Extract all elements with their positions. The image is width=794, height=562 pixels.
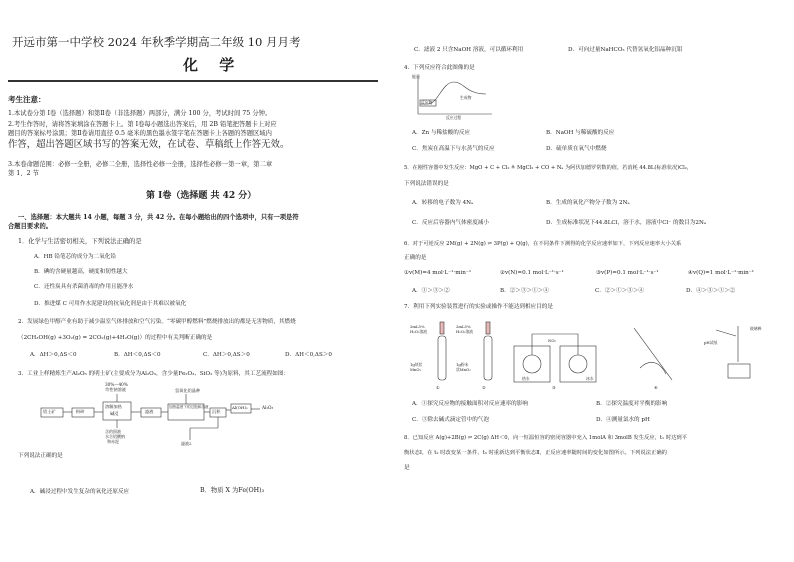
q8-stem-3: 是: [404, 465, 410, 471]
q7-option-a: A．①探究反应物的接触面积对反应速率的影响: [412, 401, 528, 407]
hand-outline: [640, 362, 666, 374]
q5-option-b: B．生成的氧化产物分子数为 2Nₐ: [546, 200, 630, 206]
q6-option-d: D．④＞③＞①＞②: [686, 288, 736, 294]
fig1-label-c: 1g块状: [410, 362, 423, 367]
q3-stem: 3．工业上样精炼生产Al₂O₃ 的明土矿(主要成分为Al₂O₃，含少量Fe₂O₃、SiO₂ 等)为原料，其工艺流程如图：: [18, 371, 290, 377]
q2-equation: （2CH₃OH(g) +3O₂(g) = 2CO₂(g)+4H₂O(g)）的过程中有关判断正确的是: [18, 335, 213, 341]
burette: [634, 328, 672, 380]
fig2-label-c: 1g粉末: [456, 362, 469, 367]
energy-product-label: 生成物: [460, 95, 472, 100]
q6-option-b: B．②＞③＞①＞④: [500, 288, 549, 294]
flow-text-ore: 铝土矿: [43, 409, 56, 414]
fig1-label-b: H₂O₂溶液: [410, 329, 428, 334]
glass-rod-pointer: [716, 330, 736, 336]
notice-item-2b: 题目的答案标号涂黑；第Ⅱ卷请用直径 0.5 毫米的黑色墨水签字笔在答题卡上各题的答题区域内: [8, 130, 272, 137]
q7-option-c: C．③除去碱式滴定管中的气泡: [412, 417, 489, 423]
fig2-label-b: H₂O₂溶液: [456, 329, 474, 334]
q6-option-a: A．①＞③＞②: [412, 288, 450, 294]
fig3-label-hot: 热水: [522, 376, 530, 381]
q6-stem: 6．对于可逆反应 2M(g) + 2N(g) ⇌ 3P(g) + Q(g)，在不同条件下测得的化学反应速率如下，下列反应速率大小关系: [404, 241, 682, 247]
q1-option-b: B．碘的含硬量越高，硬度和韧性越大: [34, 269, 128, 275]
flow-under-1: 含的固液: [105, 429, 121, 434]
fig2-label-d: 状MnO₂: [456, 367, 471, 372]
notice-item-1: 1.本试卷分第 Ⅰ卷（选择题）和第Ⅱ卷（非选择题）两部分，满分 100 分，考试时间 75 分钟。: [8, 110, 272, 117]
fig5-label-rod: 玻璃棒: [750, 326, 762, 331]
flask-cold: [569, 355, 587, 373]
q3-option-c: C．滤液 2 只含NaOH 溶液，可以循环利用: [414, 47, 524, 53]
flow-text-precip: 沉积: [212, 409, 221, 414]
flow-text-aloh3: Al(OH)₃: [232, 405, 248, 410]
q6-rate-3: ③v(P)=0.1 mol·L⁻¹·s⁻¹: [596, 270, 659, 276]
q3-option-b: B．物质 X 为Fe(OH)₃: [200, 487, 265, 494]
q4-option-d: D．硫单质在氧气中燃烧: [546, 146, 607, 152]
q3-flow-diagram: [40, 382, 280, 448]
fig3-label-cold: 冰水: [586, 376, 594, 381]
q7-option-d: D．④测量氯水的 pH: [596, 417, 650, 423]
q2-stem: 2．发展绿色甲醇产业有助于减少温室气体排放和空气污染。“零碳甲醇燃料”燃烧排放出的都是无害物质，其燃烧: [18, 319, 296, 325]
flask-hot: [523, 355, 541, 373]
q3-flow-svg: [40, 382, 280, 448]
notice-heading: 考生注意：: [8, 95, 46, 104]
q4-option-b: B．NaOH 与稀硫酸的反应: [546, 130, 615, 136]
q6-stem-2: 正确的是: [404, 255, 427, 261]
q6-option-c: C．②＞①＞③＞④: [595, 288, 645, 294]
q8-stem-2: 衡状态Ⅰ，在 t₂ 时改变某一条件，t₃ 时重新达到平衡状态Ⅱ，正反应速率随时间的变化如图所示。下列说法正确的: [404, 450, 667, 456]
dropper-1: [440, 322, 444, 334]
flow-top-label-3: 氢氧化铝晶种: [175, 388, 201, 393]
q2-option-a: A．ΔH＞0,ΔS＜0: [30, 352, 77, 358]
q1-stem: 1．化学与生活密切相关，下列说法正确的是: [18, 238, 142, 245]
fig-number-1: ①: [436, 385, 440, 390]
section-1-intro-1: 一、选择题：本大题共 14 小题，每题 3 分，共 42 分。在每小题给出的四个选项中，只有一项是符: [18, 214, 299, 221]
fig3-label-no2: NO₂: [548, 338, 556, 343]
fig-number-2: ②: [482, 385, 486, 390]
ph-paper-plate: [728, 364, 750, 378]
fig2-label-a: 2mL5%: [456, 324, 471, 329]
flow-text-filtrate: 滤液: [145, 409, 154, 414]
q8-stem-1: 8．已知反应 A(g)+2B(g) ⇌ 2C(g) ΔH＜0，向一恒温恒容的密闭容器中充入 1molA 和 3molB 发生反应，t₁ 时达到平: [404, 435, 688, 441]
flow-text-crush: 粉碎: [76, 409, 85, 414]
energy-y-label: 能量: [412, 74, 420, 79]
q4-energy-diagram: [412, 74, 496, 120]
notice-item-3a: 3.本卷命题范围：必修一全册，必修二全册，选择性必修一全册，选择性必修一第一章，第二章: [8, 161, 273, 168]
q4-option-a: A．Zn 与稀盐酸的反应: [412, 130, 471, 136]
q4-energy-svg: [412, 74, 496, 120]
dropper-2: [486, 322, 490, 334]
q5-stem: 5．在刚性容器中发生反应：MgO + C + Cl₂ ≜ MgCl₂ + CO + Nₐ 为阿伏加德罗常数的值，若消耗 44.8L(标准状况)Cl₂，: [404, 165, 693, 171]
q1-option-a: A．HB 铅笔芯的成分为二氧化铅: [34, 254, 116, 260]
q2-option-c: C．ΔH＞0,ΔS＞0: [203, 352, 250, 358]
fig5-label-ph: pH试纸: [704, 340, 718, 345]
flow-text-leach: 溶解加热: [105, 404, 122, 409]
section-1-intro-2: 合题目要求的。: [8, 223, 53, 230]
flow-under-4: 滤液2: [181, 441, 192, 446]
flow-text-supersat: 加热温度下的过饱和溶液: [169, 405, 209, 409]
tube-1: [438, 336, 446, 380]
fig1-label-d: MnO₂: [410, 367, 421, 372]
q2-option-b: B．ΔH＜0,ΔS＜0: [114, 352, 161, 358]
q7-stem: 7．利用下列实验装置进行的实验或操作不能达到相应目的是: [404, 304, 553, 310]
q6-rate-2: ②v(N)=0.1 mol·L⁻¹·s⁻¹: [500, 270, 564, 276]
flow-under-3: 和赤泥: [107, 439, 119, 444]
q5-stem-2: 下列说法错误的是: [404, 181, 449, 187]
flow-text-leach-b: 碱浸: [110, 411, 119, 416]
q6-rate-1: ①v(M)=4 mol·L⁻¹·min⁻¹: [404, 270, 472, 276]
q3-option-a: A．碱浸过程中发生复杂的氧化还原反应: [30, 489, 130, 495]
q5-option-d: D．生成标准状况下44.8LCl，溶于水，溶液中Cl⁻ 的数目为2Nₐ: [546, 220, 707, 226]
fig1-label-a: 2mL5%: [410, 324, 425, 329]
q4-option-c: C．焦炭在高温下与水蒸气的反应: [412, 146, 495, 152]
q7-figures: [410, 318, 785, 394]
fig-number-4: ④: [654, 385, 658, 390]
flow-under-2: 水合铝酸钠: [105, 434, 125, 439]
section-1-title: 第 Ⅰ卷（选择题 共 42 分）: [146, 191, 257, 201]
energy-x-label: 反应过程: [446, 115, 462, 120]
q3-follow: 下列说法正确的是: [18, 453, 63, 459]
notice-item-3b: 第 1、2 节: [8, 170, 39, 177]
q5-option-c: C．反应后容器内气体密度减小: [412, 220, 489, 226]
q2-option-d: D．ΔH＜0,ΔS＞0: [285, 352, 332, 358]
subject-title: 化 学: [183, 56, 243, 74]
header-rule: [8, 80, 378, 82]
q7-option-b: B．②探究温度对平衡的影响: [596, 401, 668, 407]
notice-item-2a: 2.考生作答时，请将答案填涂在答题卡上。第 Ⅰ卷每小题选出答案后，用 2B 铅笔把答题卡上对应: [8, 121, 277, 128]
flow-top-label-2: 苛性钠溶液: [105, 387, 126, 392]
q4-stem: 4．下列反应符合此图像的是: [404, 65, 475, 71]
q5-option-a: A．转移的电子数为 4Nₐ: [412, 200, 474, 206]
notice-item-2c: 作答，超出答题区域书写的答案无效，在试卷、草稿纸上作答无效。: [8, 139, 290, 150]
tube-2: [484, 336, 492, 380]
q3-option-d: D．可向过量NaHCO₃ 代替氢氧化铝晶种沉钼: [568, 47, 683, 53]
q1-option-c: C．还性炭具有杀菌消毒的作用且能净水: [34, 284, 134, 290]
q6-rate-4: ④v(Q)=1 mol·L⁻¹·min⁻¹: [688, 270, 754, 276]
q1-option-d: D．推进煤 C 可用作水泥建设的抗氧化剂是由于其难以被氧化: [34, 301, 187, 307]
exam-title: 开远市第一中学校 2024 年秋季学期高二年级 10 月月考: [12, 35, 301, 49]
fig-number-3: ③: [552, 385, 556, 390]
energy-reactant-label: 反应物: [421, 100, 433, 105]
flow-text-al2o3: Al₂O₃: [262, 405, 274, 410]
flow-top-label-1: 30%～40%: [105, 382, 128, 387]
